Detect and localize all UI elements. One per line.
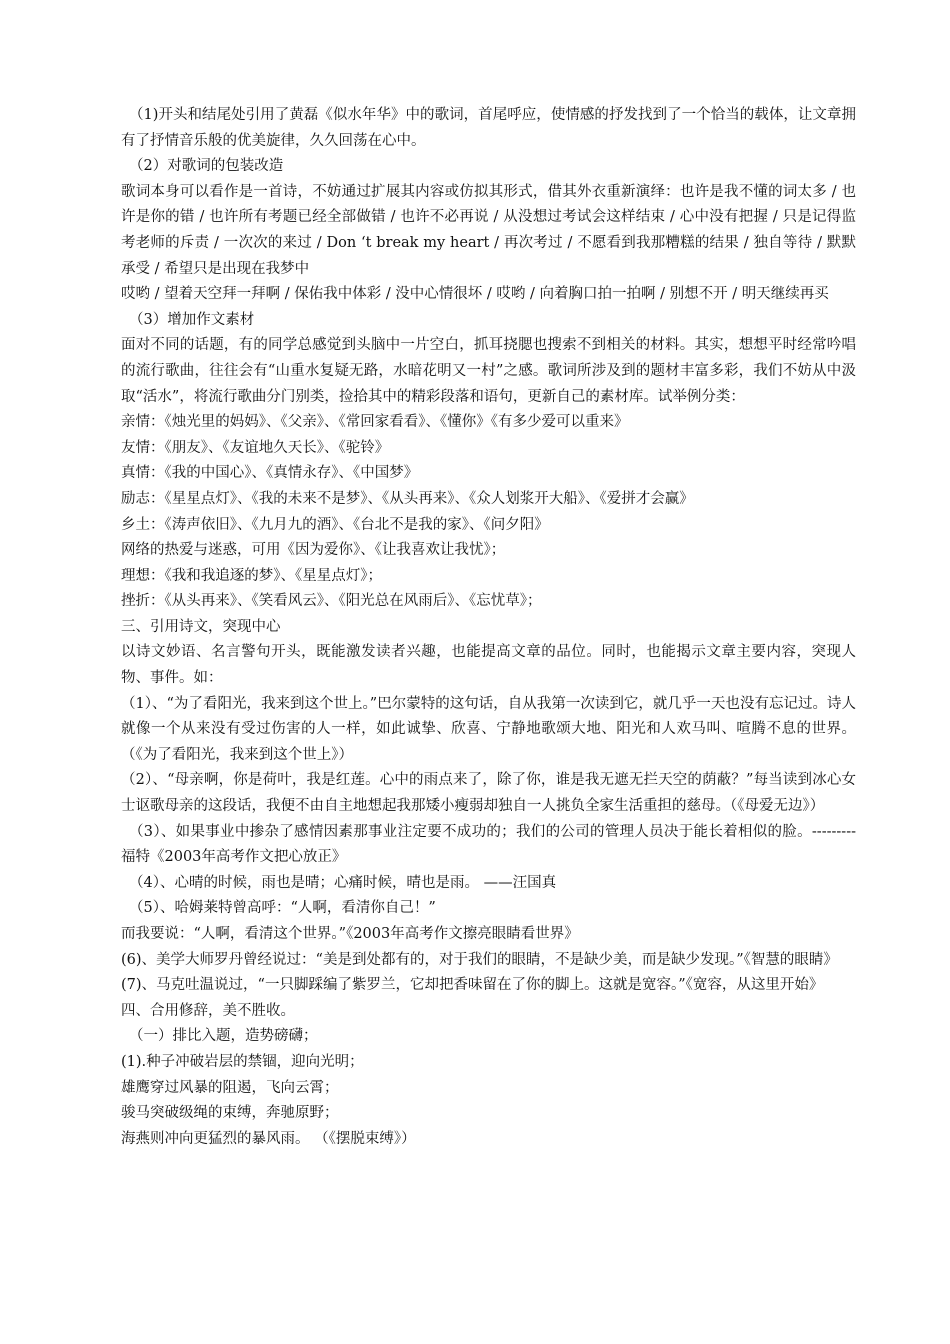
quote-2: （2）、“母亲啊，你是荷叶，我是红莲。心中的雨点来了，除了你，谁是我无遮无拦天空的荫蔽？”每当读到冰心女士讴歌母亲的这段话，我便不由自主地想起我那矮小瘦弱却独自一人挑负全家生活重担的慈母。（《母爱无边》） — [121, 772, 856, 815]
list-item-11: 乡土：《涛声依旧》、《九月九的酒》、《台北不是我的家》、《问夕阳》 — [121, 516, 549, 533]
quote-4: （4）、心晴的时候，雨也是晴；心痛时候，晴也是雨。 ——汪国真 — [129, 874, 557, 891]
quote-6: (6)、美学大师罗丹曾经说过：“美是到处都有的，对于我们的眼睛，不是缺少美，而是缺少发现。”《智慧的眼睛》 — [121, 951, 838, 968]
quote-5-continued: 而我要说：“人啊，看清这个世界。”《2003年高考作文擦亮眼睛看世界》 — [121, 926, 579, 942]
list-item-7: 亲情：《烛光里的妈妈》、《父亲》、《常回家看看》、《懂你》《有多少爱可以重来》 — [121, 414, 629, 431]
quote-1: （1）、“为了看阳光，我来到这个世上。”巴尔蒙特的这句话，自从我第一次读到它，就几乎一天也没有忘记过。诗人就像一个从来没有受过伤害的人一样，如此诚挚、欣喜、宁静地歌颂大地、阳光和人欢马叫、喧腾不息的世界。（《为了看阳光，我来到这个世上》） — [121, 695, 856, 763]
list-item-8: 友情：《朋友》、《友谊地久天长》、《驼铃》 — [121, 439, 390, 456]
list-item-14: 挫折：《从头再来》、《笑看风云》、《阳光总在风雨后》、《忘忧草》； — [121, 593, 542, 610]
list-item-9: 真情：《我的中国心》、《真情永存》、《中国梦》 — [121, 465, 419, 482]
paragraph-16: 以诗文妙语、名言警句开头，既能激发读者兴趣，也能提高文章的品位。同时，也能揭示文章主要内容，突现人物、事件。如： — [121, 644, 856, 687]
paragraph-3: 歌词本身可以看作是一首诗，不妨通过扩展其内容或仿拟其形式，借其外衣重新演绎：也许是我不懂的词太多 / 也许是你的错 / 也许所有考题已经全部做错 / 也许不必再说 / 从没想过考试会这样结束 / 心中没有把握 / 只是记得监考老师的斥责 / 一次次的来过 / Don ‘t break my heart / 再次考过 / 不愿看到我那糟糕的结果 / 独自等待 / 默默承受 / 希望只是出现在我梦中 — [121, 183, 856, 277]
quote-7: (7)、马克吐温说过，“一只脚踩编了紫罗兰，它却把香味留在了你的脚上。这就是宽容。”《宽容，从这里开始》 — [121, 977, 824, 994]
list-item-10: 励志：《星星点灯》、《我的未来不是梦》、《从头再来》、《众人划浆开大船》、《爱拼才会赢》 — [121, 490, 694, 507]
section-heading-4: 四、合用修辞，美不胜收。 — [121, 1002, 295, 1019]
document-body — [121, 103, 856, 1152]
poem-line-4: 海燕则冲向更猛烈的暴风雨。 （《摆脱束缚》） — [121, 1130, 416, 1147]
poem-line-3: 骏马突破级绳的束缚，奔驰原野； — [121, 1105, 339, 1122]
subheading-5: （3）增加作文素材 — [129, 311, 255, 328]
poem-line-2: 雄鹰穿过风暴的阻遏，飞向云霄； — [121, 1079, 339, 1096]
quote-3: （3）、如果事业中掺杂了感情因素那事业注定要不成功的；我们的公司的管理人员决于能长着相似的脸。---------福特《2003年高考作文把心放正》 — [121, 823, 856, 866]
list-item-12: 网络的热爱与迷惑，可用《因为爱你》、《让我喜欢让我忧》； — [121, 542, 506, 559]
subheading-2: （2）对歌词的包装改造 — [129, 158, 284, 175]
paragraph-4: 哎哟 / 望着天空拜一拜啊 / 保佑我中体彩 / 没中心情很坏 / 哎哟 / 向着胸口拍一拍啊 / 别想不开 / 明天继续再买 — [121, 286, 829, 303]
poem-line-1: (1).种子冲破岩层的禁锢，迎向光明； — [121, 1053, 364, 1070]
quote-5: （5）、哈姆莱特曾高呼：“人啊，看清你自己！” — [129, 900, 436, 917]
list-item-13: 理想：《我和我追逐的梦》、《星星点灯》； — [121, 567, 382, 584]
paragraph-6: 面对不同的话题，有的同学总感觉到头脑中一片空白，抓耳挠腮也搜索不到相关的材料。其实，想想平时经常吟唱的流行歌曲，往往会有“山重水复疑无路，水暗花明又一村”之感。歌词所涉及到的题材丰富多彩，我们不妨从中汲取“活水”，将流行歌曲分门别类，捡拾其中的精彩段落和语句，更新自己的素材库。试举例分类： — [121, 337, 856, 405]
section-heading-3: 三、引用诗文，突现中心 — [121, 618, 281, 635]
paragraph-1: （1)开头和结尾处引用了黄磊《似水年华》中的歌词，首尾呼应，使情感的抒发找到了一个恰当的载体，让文章拥有了抒情音乐般的优美旋律，久久回荡在心中。 — [121, 107, 856, 149]
subheading-parallelism: （一）排比入题，造势磅礴； — [129, 1028, 318, 1045]
